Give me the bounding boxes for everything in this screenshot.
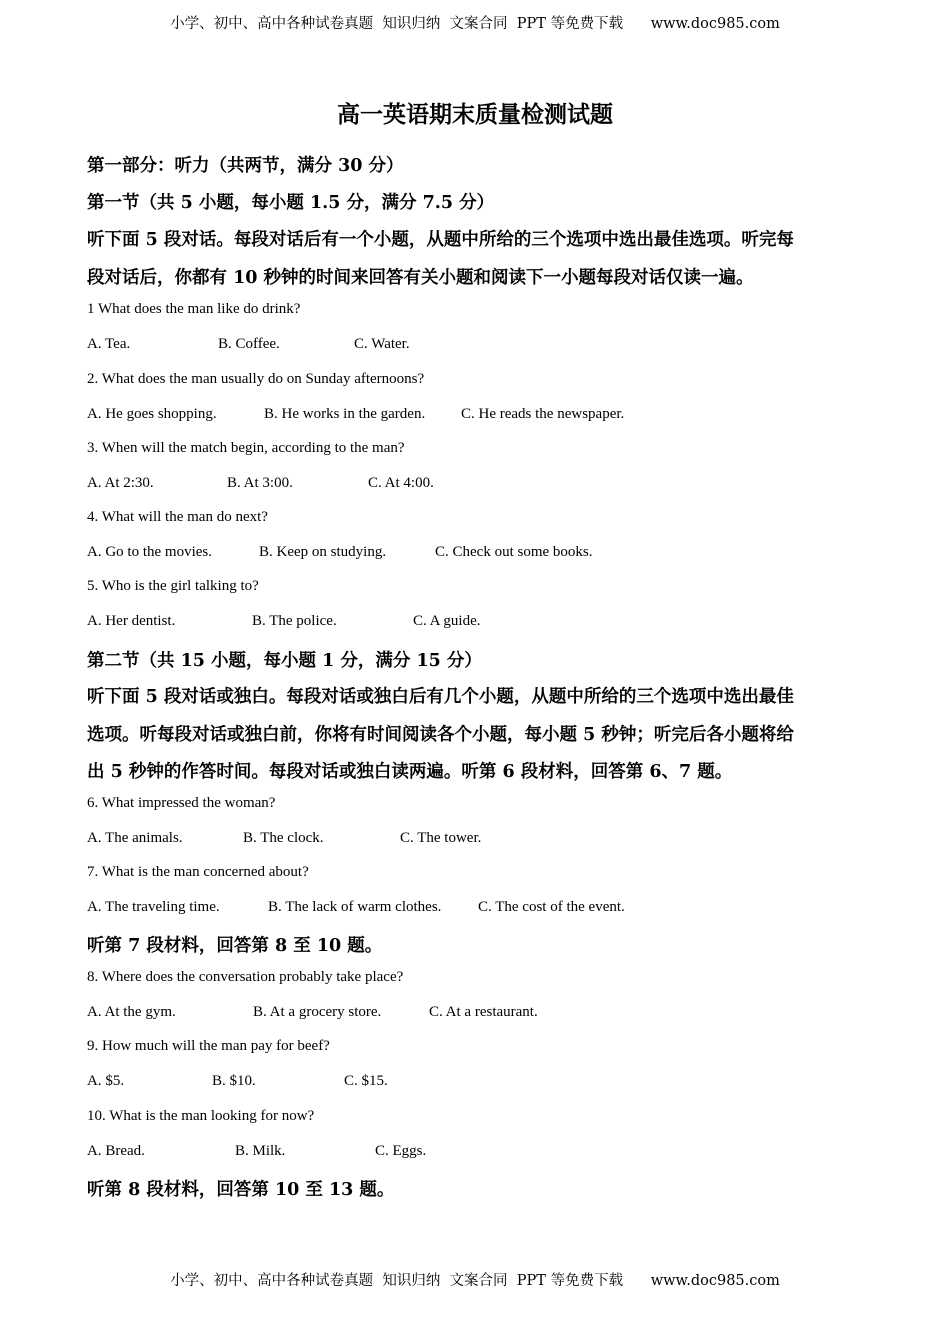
option: B. He works in the garden. — [264, 406, 426, 422]
option: B. Keep on studying. — [259, 544, 387, 560]
option: C. He reads the newspaper. — [461, 406, 625, 422]
question: 10. What is the man looking for now? — [87, 1108, 315, 1124]
option: A. Her dentist. — [87, 613, 176, 629]
option: B. At a grocery store. — [253, 1004, 382, 1020]
part-heading: 第一部分：听力（共两节，满分 30 分） — [87, 156, 404, 176]
option: A. Bread. — [87, 1143, 145, 1159]
option: B. At 3:00. — [227, 475, 293, 491]
option: A. The animals. — [87, 830, 183, 846]
option: A. The traveling time. — [87, 899, 220, 915]
option: C. A guide. — [413, 613, 481, 629]
option: A. Tea. — [87, 336, 131, 352]
question: 8. Where does the conversation probably take place? — [87, 969, 404, 985]
option: B. Milk. — [235, 1143, 286, 1159]
option: B. The lack of warm clothes. — [268, 899, 442, 915]
question: 5. Who is the girl talking to? — [87, 578, 259, 594]
option: A. Go to the movies. — [87, 544, 212, 560]
page-footer: 小学、初中、高中各种试卷真题 知识归纳 文案合同 PPT 等免费下载 www.doc985.com — [170, 1273, 780, 1289]
page-title: 高一英语期末质量检测试题 — [337, 101, 613, 128]
page-header: 小学、初中、高中各种试卷真题 知识归纳 文案合同 PPT 等免费下载 www.doc985.com — [170, 16, 780, 32]
option: A. He goes shopping. — [87, 406, 217, 422]
option: A. $5. — [87, 1073, 125, 1089]
question: 7. What is the man concerned about? — [87, 864, 309, 880]
section-instructions: 听第 8 段材料，回答第 10 至 13 题。 — [87, 1180, 395, 1200]
option: B. $10. — [212, 1073, 256, 1089]
option: B. The police. — [252, 613, 337, 629]
option: A. At 2:30. — [87, 475, 154, 491]
option: B. Coffee. — [218, 336, 280, 352]
section-instructions: 段对话后，你都有 10 秒钟的时间来回答有关小题和阅读下一小题每段对话仅读一遍。 — [87, 268, 754, 288]
question: 3. When will the match begin, according to the man? — [87, 440, 405, 456]
option: C. Eggs. — [375, 1143, 427, 1159]
section-heading: 第二节（共 15 小题，每小题 1 分，满分 15 分） — [87, 651, 482, 671]
section-instructions: 听下面 5 段对话。每段对话后有一个小题，从题中所给的三个选项中选出最佳选项。听完每 — [87, 230, 794, 250]
option: C. The cost of the event. — [478, 899, 625, 915]
question: 6. What impressed the woman? — [87, 795, 276, 811]
question: 4. What will the man do next? — [87, 509, 268, 525]
option: B. The clock. — [243, 830, 324, 846]
option: C. Check out some books. — [435, 544, 593, 560]
option: A. At the gym. — [87, 1004, 176, 1020]
option: C. The tower. — [400, 830, 482, 846]
section-heading: 第一节（共 5 小题，每小题 1.5 分，满分 7.5 分） — [87, 193, 495, 213]
question: 1 What does the man like do drink? — [87, 301, 301, 317]
question: 9. How much will the man pay for beef? — [87, 1038, 330, 1054]
option: C. Water. — [354, 336, 410, 352]
section-instructions: 选项。听每段对话或独白前，你将有时间阅读各个小题，每小题 5 秒钟；听完后各小题将给 — [87, 725, 794, 745]
option: C. At 4:00. — [368, 475, 434, 491]
section-instructions: 出 5 秒钟的作答时间。每段对话或独白读两遍。听第 6 段材料，回答第 6、7 题。 — [87, 762, 733, 782]
section-instructions: 听第 7 段材料，回答第 8 至 10 题。 — [87, 936, 383, 956]
question: 2. What does the man usually do on Sunday afternoons? — [87, 371, 425, 387]
section-instructions: 听下面 5 段对话或独白。每段对话或独白后有几个小题，从题中所给的三个选项中选出最佳 — [87, 687, 794, 707]
option: C. $15. — [344, 1073, 388, 1089]
option: C. At a restaurant. — [429, 1004, 538, 1020]
